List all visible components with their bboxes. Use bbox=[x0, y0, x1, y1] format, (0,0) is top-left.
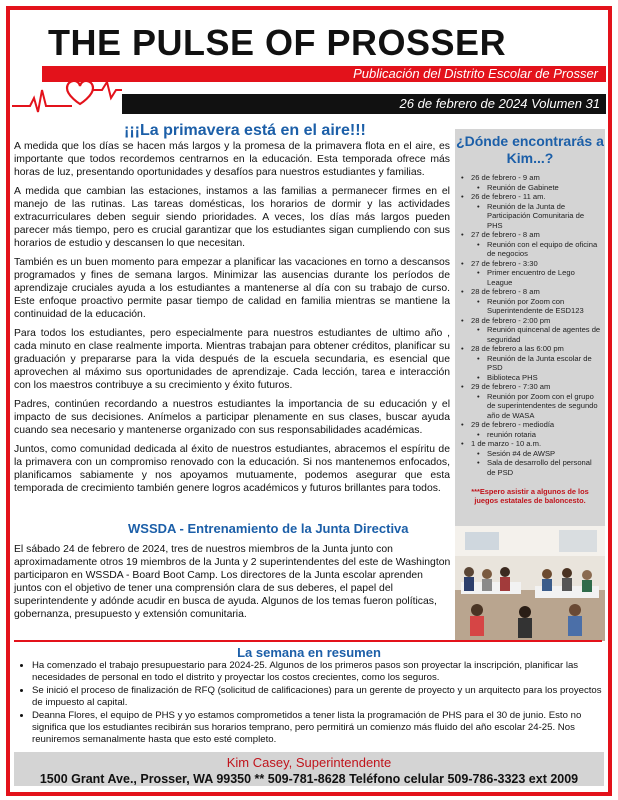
list-item: • Deanna Flores, el equipo de PHS y yo estamos comprometidos a tener lista la programación de PHS para el 30 de junio. Esto no significa que los estudiantes recibirán sus horarios temprano, pero permitirá un comienzo más fluido del año escolar 24-25. Nos reuniremos semanalmente hasta que esto esté completo. bbox=[32, 710, 608, 746]
paragraph: Padres, continúen recordando a nuestros estudiantes la importancia de su educación y el impacto de sus decisiones. Anímelos a participar plenamente en sus clases, buscar ayuda cuando sea necesario y mantenerse organizado con sus responsabilidades académicas. bbox=[14, 399, 450, 436]
week-heading: La semana en resumen bbox=[237, 645, 381, 660]
paragraph: Juntos, como comunidad dedicada al éxito de nuestros estudiantes, abracemos el espíritu de la primavera con un compromiso renovado con la educación. Si nos mantenemos enfocados, planificamos sabiamente y nos apoyamos mutuamente, podemos asegurar que esta temporada de crecimiento también genere logros académicos y futuros brillantes para todos. bbox=[14, 444, 450, 494]
schedule-date: • 28 de febrero a las 6:00 pm bbox=[461, 344, 601, 354]
newsletter-subtitle: Publicación del Distrito Escolar de Prosser bbox=[353, 66, 598, 81]
schedule-date: • 28 de febrero - 2:00 pm bbox=[461, 316, 601, 326]
article-heading-spring: ¡¡¡La primavera está en el aire!!! bbox=[124, 122, 366, 139]
schedule-event: • Reunión de la Junta escolar de PSD bbox=[461, 354, 601, 373]
schedule-event: • Reunión por Zoom con Superintendente de ESD123 bbox=[461, 297, 601, 316]
schedule-event: • Reunión quincenal de agentes de seguridad bbox=[461, 325, 601, 344]
paragraph: También es un buen momento para empezar a planificar las vacaciones en torno a descansos programados y fines de semana largos. Minimizar las ausencias durante los períodos de aprendizaje cruciales ayuda a los estudiantes a mantenerse al día con su trabajo de curso. Este enfoque proactivo permite pasar tiempo de calidad en familia mientras se mantiene la continuidad de la educación. bbox=[14, 257, 450, 320]
contact-address: 1500 Grant Ave., Prosser, WA 99350 ** 509-781-8628 Teléfono celular 509-786-3323 ext 2009 bbox=[39, 772, 579, 786]
schedule-event: • Biblioteca PHS bbox=[461, 373, 601, 383]
heartbeat-icon bbox=[12, 76, 122, 116]
paragraph: Para todos los estudiantes, pero especialmente para nuestros estudiantes de ultimo año , cada minuto en clase realmente importa. Mientras trabajan para obtener créditos, planificar su graduación y prepararse para la vida después de la escuela secundaria, es esencial que aprovechen al máximo sus oportunidades de aprendizaje. Cada lección, tarea e interacción con los maestros contribuye a su crecimiento y éxito futuros. bbox=[14, 328, 450, 391]
sidebar-schedule bbox=[455, 126, 605, 529]
superintendent-name: Kim Casey, Superintendente bbox=[226, 755, 392, 770]
article-wssda: El sábado 24 de febrero de 2024, tres de nuestros miembros de la Junta junto con aproximadamente otros 19 miembros de la Junta y 2 superintendentes del este de Washington participaron en WSSDA - Board Boot Camp. Los directores de la Junta escolar aprenden juntos con el objetivo de tener una comprensión clara de sus deberes, el papel del superintendente y adónde acudir en busca de ayuda. Algunos de los temas fueron políticas, gobernanza, presupuesto y extensión comunitaria. bbox=[14, 544, 451, 620]
schedule-event: • Primer encuentro de Lego League bbox=[461, 268, 601, 287]
schedule-date: • 29 de febrero - 7:30 am bbox=[461, 382, 601, 392]
article-heading-wssda: WSSDA - Entrenamiento de la Junta Directiva bbox=[128, 521, 409, 536]
schedule-event: • reunión rotaria bbox=[461, 430, 601, 440]
schedule-event: • Sala de desarrollo del personal de PSD bbox=[461, 458, 601, 477]
schedule-date: • 27 de febrero - 3:30 bbox=[461, 259, 601, 269]
board-training-photo bbox=[455, 526, 605, 641]
schedule-event: • Reunión de la Junta de Participación Comunitaria de PHS bbox=[461, 202, 601, 231]
schedule-date: • 28 de febrero - 8 am bbox=[461, 287, 601, 297]
schedule-date: • 1 de marzo - 10 a.m. bbox=[461, 439, 601, 449]
sidebar-heading: ¿Dónde encontrarás a Kim...? bbox=[456, 133, 604, 166]
schedule-date: • 27 de febrero - 8 am bbox=[461, 230, 601, 240]
schedule-date: • 26 de febrero - 11 am. bbox=[461, 192, 601, 202]
list-item: • Se inició el proceso de finalización de RFQ (solicitud de calificaciones) para un gerente de proyecto y un arquitecto para los proyectos de impuesto al capital. bbox=[32, 685, 608, 709]
article-spring bbox=[14, 140, 450, 501]
list-item: • Ha comenzado el trabajo presupuestario para 2024-25. Algunos de los primeros pasos son proyectar la inscripción, planificar las necesidades de personal en todo el distrito y proyectar los costos crecientes, como los seguros. bbox=[32, 660, 608, 684]
newsletter-title: THE PULSE OF PROSSER bbox=[48, 22, 507, 63]
schedule-event: • Reunión por Zoom con el grupo de superintendentes de segundo año de WASA bbox=[461, 392, 601, 421]
schedule-list bbox=[455, 173, 605, 477]
schedule-event: • Reunión con el equipo de oficina de negocios bbox=[461, 240, 601, 259]
paragraph: A medida que los días se hacen más largos y la promesa de la primavera flota en el aire, es importante que todos recordemos centrarnos en la educación. Esta temporada ofrece más horas de luz, presentando oportunidades y desafíos para nuestros estudiantes y familias. bbox=[14, 141, 450, 178]
footer bbox=[14, 752, 604, 786]
issue-date: 26 de febrero de 2024 Volumen 31 bbox=[399, 96, 600, 111]
paragraph: A medida que cambian las estaciones, instamos a las familias a permanecer firmes en el manejo de las rutinas. Las tareas domésticas, los horarios de dormir y las actividades extracurriculares deben seguir siendo prioridades. A veces, los días más largos pueden parecer más tiempo, pero es crucial garantizar que los estudiantes sigan cumpliendo con sus horarios de estudio y descansen lo que necesitan. bbox=[14, 186, 450, 249]
section-divider bbox=[14, 640, 602, 642]
schedule-date: • 26 de febrero - 9 am bbox=[461, 173, 601, 183]
schedule-event: • Reunión de Gabinete bbox=[461, 183, 601, 193]
sidebar-note: ***Espero asistir a algunos de los juegos estatales de baloncesto. bbox=[471, 487, 589, 505]
schedule-date: • 29 de febrero - mediodía bbox=[461, 420, 601, 430]
schedule-event: • Sesión #4 de AWSP bbox=[461, 449, 601, 459]
week-summary-list bbox=[22, 660, 608, 747]
